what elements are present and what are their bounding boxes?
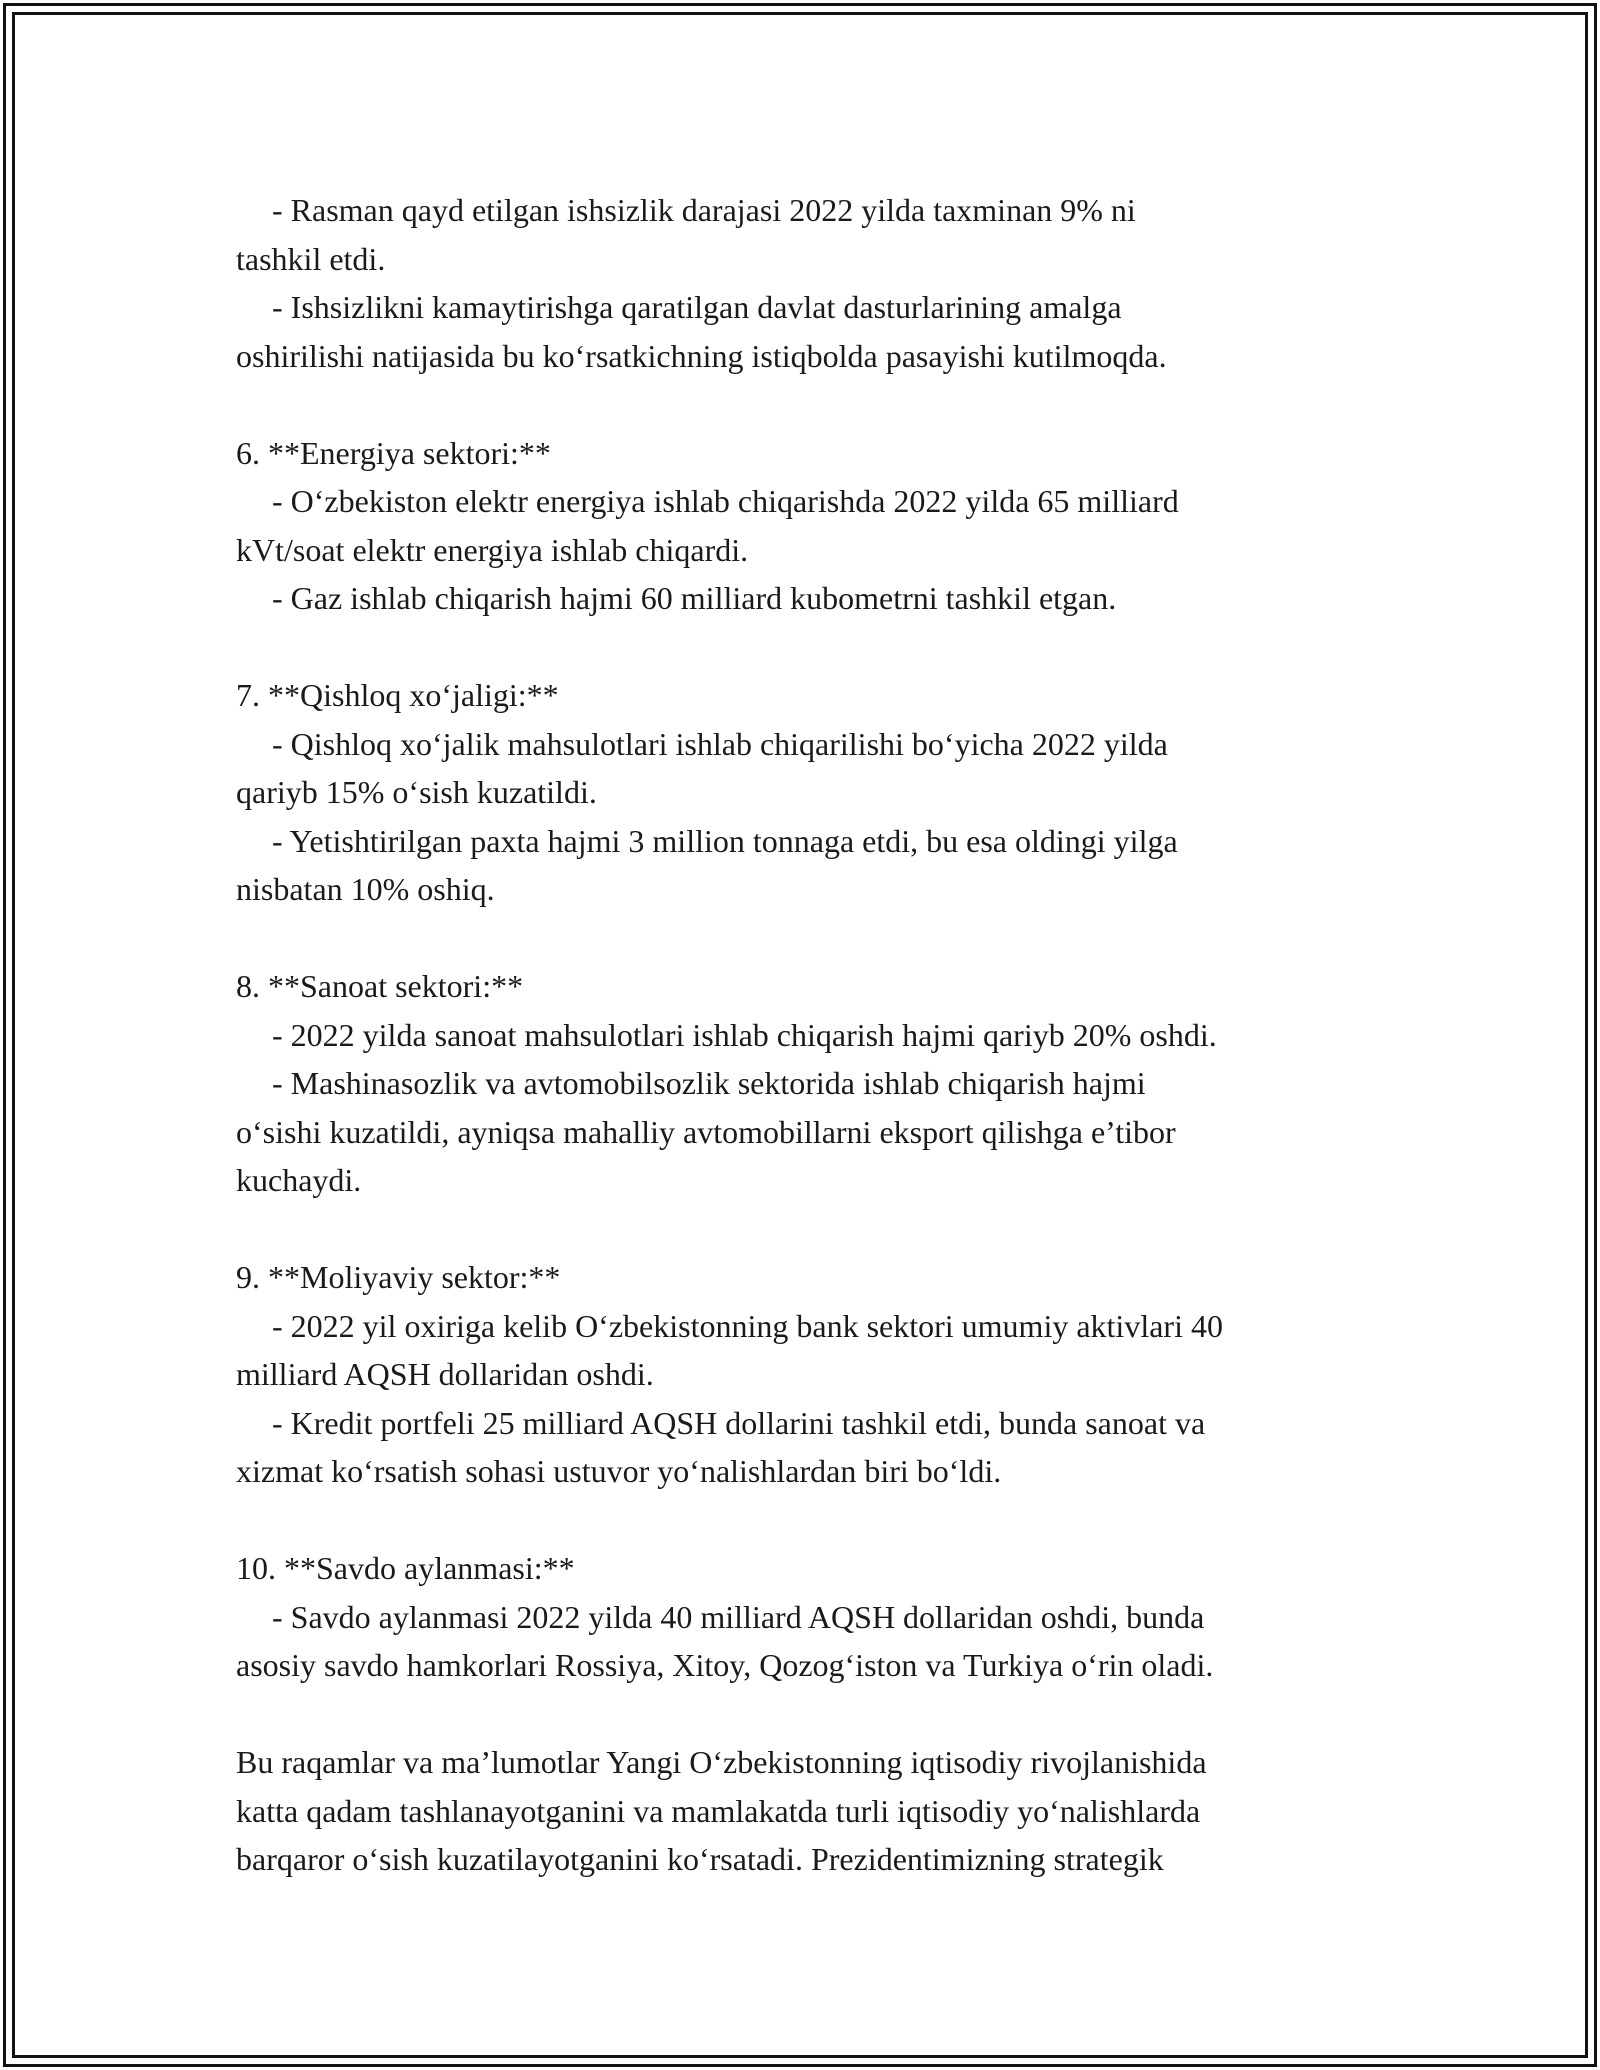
text-line: o‘sishi kuzatildi, ayniqsa mahalliy avtomobillarni eksport qilishga e’tibor [236, 1113, 1176, 1150]
text-line: - Mashinasozlik va avtomobilsozlik sektorida ishlab chiqarish hajmi [272, 1065, 1146, 1101]
text-line: qariyb 15% o‘sish kuzatildi. [236, 774, 597, 810]
text-line: - 2022 yilda sanoat mahsulotlari ishlab chiqarish hajmi qariyb 20% oshdi. [272, 1016, 1217, 1053]
text-line: - Ishsizlikni kamaytirishga qaratilgan davlat dasturlarining amalga [272, 289, 1122, 325]
text-line: - Yetishtirilgan paxta hajmi 3 million tonnaga etdi, bu esa oldingi yilga [272, 822, 1178, 859]
text-line: - Qishloq xo‘jalik mahsulotlari ishlab chiqarilishi bo‘yicha 2022 yilda [272, 725, 1168, 762]
text-line: - Kredit portfeli 25 milliard AQSH dollarini tashkil etdi, bunda sanoat va [272, 1404, 1206, 1441]
blank-line [236, 1496, 1426, 1545]
text-line: tashkil etdi. [236, 240, 386, 277]
conclusion-line: barqaror o‘sish kuzatilayotganini ko‘rsatadi. Prezidentimizning strategik [236, 1841, 1164, 1877]
section-heading: 8. **Sanoat sektori:** [236, 968, 524, 1004]
text-line: - O‘zbekiston elektr energiya ishlab chiqarishda 2022 yilda 65 milliard [272, 483, 1179, 519]
blank-line [236, 1205, 1426, 1254]
section-heading: 7. **Qishloq xo‘jaligi:** [236, 677, 559, 713]
conclusion-line: Bu raqamlar va ma’lumotlar Yangi O‘zbekistonning iqtisodiy rivojlanishida [236, 1744, 1207, 1780]
text-line: oshirilishi natijasida bu ko‘rsatkichning istiqbolda pasayishi kutilmoqda. [236, 337, 1167, 374]
text-line: asosiy savdo hamkorlari Rossiya, Xitoy, Qozog‘iston va Turkiya o‘rin oladi. [236, 1647, 1214, 1683]
text-line: - 2022 yil oxiriga kelib O‘zbekistonning bank sektori umumiy aktivlari 40 [272, 1307, 1223, 1344]
blank-line [236, 1690, 1426, 1739]
section-heading: 6. **Energiya sektori:** [236, 434, 551, 471]
text-line: milliard AQSH dollaridan oshdi. [236, 1356, 654, 1392]
text-line: kuchaydi. [236, 1162, 362, 1198]
blank-line [236, 914, 1426, 963]
text-line: xizmat ko‘rsatish sohasi ustuvor yo‘nalishlardan biri bo‘ldi. [236, 1453, 1002, 1489]
text-line: kVt/soat elektr energiya ishlab chiqardi. [236, 531, 749, 568]
text-line: - Savdo aylanmasi 2022 yilda 40 milliard AQSH dollaridan oshdi, bunda [272, 1598, 1205, 1635]
text-line: nisbatan 10% oshiq. [236, 871, 495, 907]
conclusion-line: katta qadam tashlanayotganini va mamlakatda turli iqtisodiy yo‘nalishlarda [236, 1792, 1201, 1829]
blank-line [236, 380, 1426, 429]
text-line: - Rasman qayd etilgan ishsizlik darajasi 2022 yilda taxminan 9% ni [272, 192, 1136, 228]
blank-line [236, 623, 1426, 672]
section-heading: 9. **Moliyaviy sektor:** [236, 1259, 561, 1295]
text-line: - Gaz ishlab chiqarish hajmi 60 milliard kubometrni tashkil etgan. [272, 580, 1117, 616]
document-body [236, 186, 1426, 1884]
section-heading: 10. **Savdo aylanmasi:** [236, 1550, 575, 1586]
